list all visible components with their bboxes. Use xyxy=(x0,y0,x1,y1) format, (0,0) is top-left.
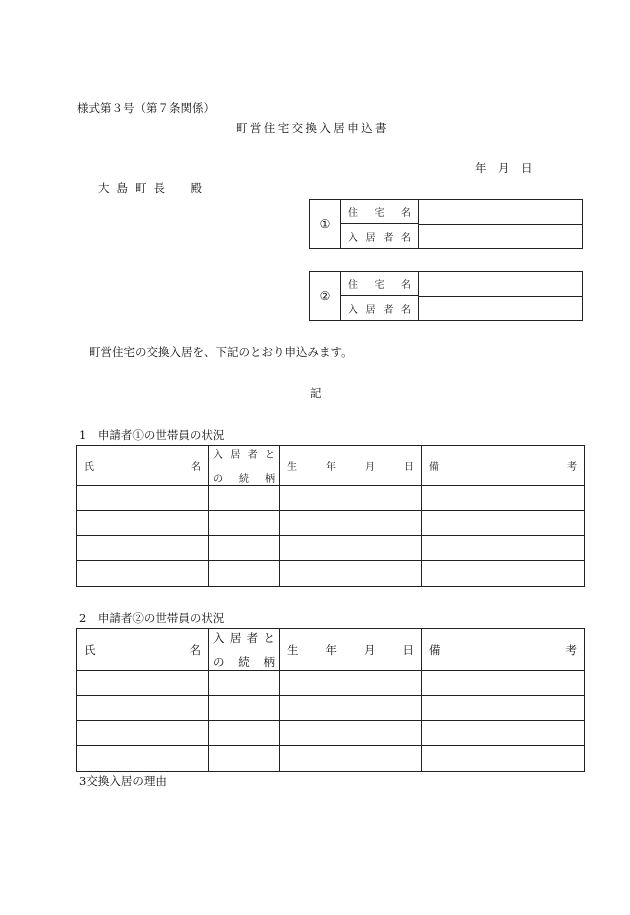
label-char: 名 xyxy=(400,304,411,316)
cell[interactable] xyxy=(77,721,209,746)
label-char: 入 xyxy=(213,630,225,645)
label-char: 続 xyxy=(238,654,250,669)
label-char: 宅 xyxy=(374,208,385,219)
cell[interactable] xyxy=(280,536,422,561)
housing-name-label xyxy=(341,200,419,224)
label-char: 者 xyxy=(383,304,394,316)
label-char: 名 xyxy=(401,280,411,291)
cell[interactable] xyxy=(77,746,209,772)
cell[interactable] xyxy=(209,696,280,721)
label-char: 入 xyxy=(348,232,358,244)
cell[interactable] xyxy=(280,746,422,772)
date-line: 年 月 日 xyxy=(475,161,533,175)
addressee: 大島町長 殿 xyxy=(98,181,209,195)
label-char: 住 xyxy=(348,208,358,219)
table-row xyxy=(77,671,585,696)
header-remarks xyxy=(422,629,585,671)
table-header-row xyxy=(77,629,585,671)
cell[interactable] xyxy=(209,486,280,511)
section-2-heading: 2 申請者②の世帯員の状況 xyxy=(79,611,225,625)
cell[interactable] xyxy=(422,486,585,511)
cell[interactable] xyxy=(77,671,209,696)
label-char: の xyxy=(213,474,223,485)
label-char: 名 xyxy=(191,462,201,473)
label-char: 日 xyxy=(404,462,414,473)
section-1-heading: 1 申請者①の世帯員の状況 xyxy=(79,428,225,442)
document-title: 町営住宅交換入居申込書 xyxy=(236,121,389,135)
header-remarks xyxy=(422,446,585,486)
cell[interactable] xyxy=(280,486,422,511)
label-char: 住 xyxy=(348,280,358,291)
label-char: 生 xyxy=(287,642,299,657)
cell[interactable] xyxy=(422,671,585,696)
cell[interactable] xyxy=(209,511,280,536)
members-table-1 xyxy=(76,445,585,587)
header-relation xyxy=(209,629,280,671)
header-name xyxy=(77,446,209,486)
cell[interactable] xyxy=(280,696,422,721)
label-char: 月 xyxy=(365,462,375,473)
label-char: 居 xyxy=(230,450,241,461)
label-char: 名 xyxy=(401,208,411,219)
cell[interactable] xyxy=(209,746,280,772)
table-row xyxy=(77,721,585,746)
label-char: 氏 xyxy=(84,462,94,473)
label-char: 年 xyxy=(326,462,336,473)
cell[interactable] xyxy=(280,511,422,536)
cell[interactable] xyxy=(280,721,422,746)
label-char: 考 xyxy=(565,642,577,657)
cell[interactable] xyxy=(422,511,585,536)
cell[interactable] xyxy=(77,536,209,561)
label-char: 考 xyxy=(567,462,577,473)
cell[interactable] xyxy=(280,561,422,587)
members-table-2 xyxy=(76,628,585,772)
label-char: 入 xyxy=(348,304,358,316)
table-row xyxy=(77,696,585,721)
table-row xyxy=(77,746,585,772)
label-char: と xyxy=(264,450,275,461)
resident-name-field[interactable] xyxy=(419,296,582,320)
label-char: 居 xyxy=(365,304,376,316)
table-row xyxy=(77,486,585,511)
resident-name-label xyxy=(341,224,419,248)
table-header-row xyxy=(77,446,585,486)
cell[interactable] xyxy=(422,746,585,772)
label-char: 者 xyxy=(383,232,394,244)
label-char: 氏 xyxy=(84,642,96,657)
label-char: 備 xyxy=(429,462,439,473)
label-char: 続 xyxy=(239,474,249,485)
table-row xyxy=(77,511,585,536)
cell[interactable] xyxy=(77,486,209,511)
intro-text: 町営住宅の交換入居を、下記のとおり申込みます。 xyxy=(89,345,353,359)
label-char: 居 xyxy=(365,232,376,244)
resident-name-label xyxy=(341,296,419,320)
table-row xyxy=(77,561,585,587)
form-number: 様式第３号（第７条関係） xyxy=(77,101,215,115)
housing-name-field[interactable] xyxy=(419,200,582,225)
cell[interactable] xyxy=(422,561,585,587)
label-char: 備 xyxy=(429,642,441,657)
cell[interactable] xyxy=(77,696,209,721)
cell[interactable] xyxy=(422,721,585,746)
label-char: 年 xyxy=(325,642,337,657)
cell[interactable] xyxy=(209,561,280,587)
resident-name-field[interactable] xyxy=(419,224,582,248)
label-char: 入 xyxy=(213,450,223,461)
label-char: 名 xyxy=(189,642,201,657)
label-char: 者 xyxy=(246,630,259,645)
label-char: 柄 xyxy=(265,474,275,485)
applicant-box-1 xyxy=(309,199,583,249)
cell[interactable] xyxy=(77,511,209,536)
label-char: の xyxy=(213,654,225,669)
housing-name-label xyxy=(341,272,419,296)
cell[interactable] xyxy=(280,671,422,696)
header-birthdate xyxy=(280,629,422,671)
label-char: 柄 xyxy=(263,654,275,669)
label-char: 者 xyxy=(247,450,258,461)
header-relation xyxy=(209,446,280,486)
label-char: 生 xyxy=(287,462,297,473)
cell[interactable] xyxy=(77,561,209,587)
cell[interactable] xyxy=(209,536,280,561)
ki-heading: 記 xyxy=(310,386,322,400)
header-birthdate xyxy=(280,446,422,486)
cell[interactable] xyxy=(422,696,585,721)
header-name xyxy=(77,629,209,671)
cell[interactable] xyxy=(209,721,280,746)
label-char: と xyxy=(263,630,275,645)
applicant-number: ① xyxy=(310,200,341,248)
cell[interactable] xyxy=(209,671,280,696)
applicant-box-2 xyxy=(309,271,583,321)
housing-name-field[interactable] xyxy=(419,272,582,297)
label-char: 宅 xyxy=(374,280,385,291)
label-char: 月 xyxy=(364,642,376,657)
applicant-number: ② xyxy=(310,272,341,320)
label-char: 居 xyxy=(229,630,242,645)
cell[interactable] xyxy=(422,536,585,561)
table-row xyxy=(77,536,585,561)
label-char: 名 xyxy=(400,232,411,244)
section-3-heading: 3交換入居の理由 xyxy=(79,774,167,788)
label-char: 日 xyxy=(402,642,414,657)
